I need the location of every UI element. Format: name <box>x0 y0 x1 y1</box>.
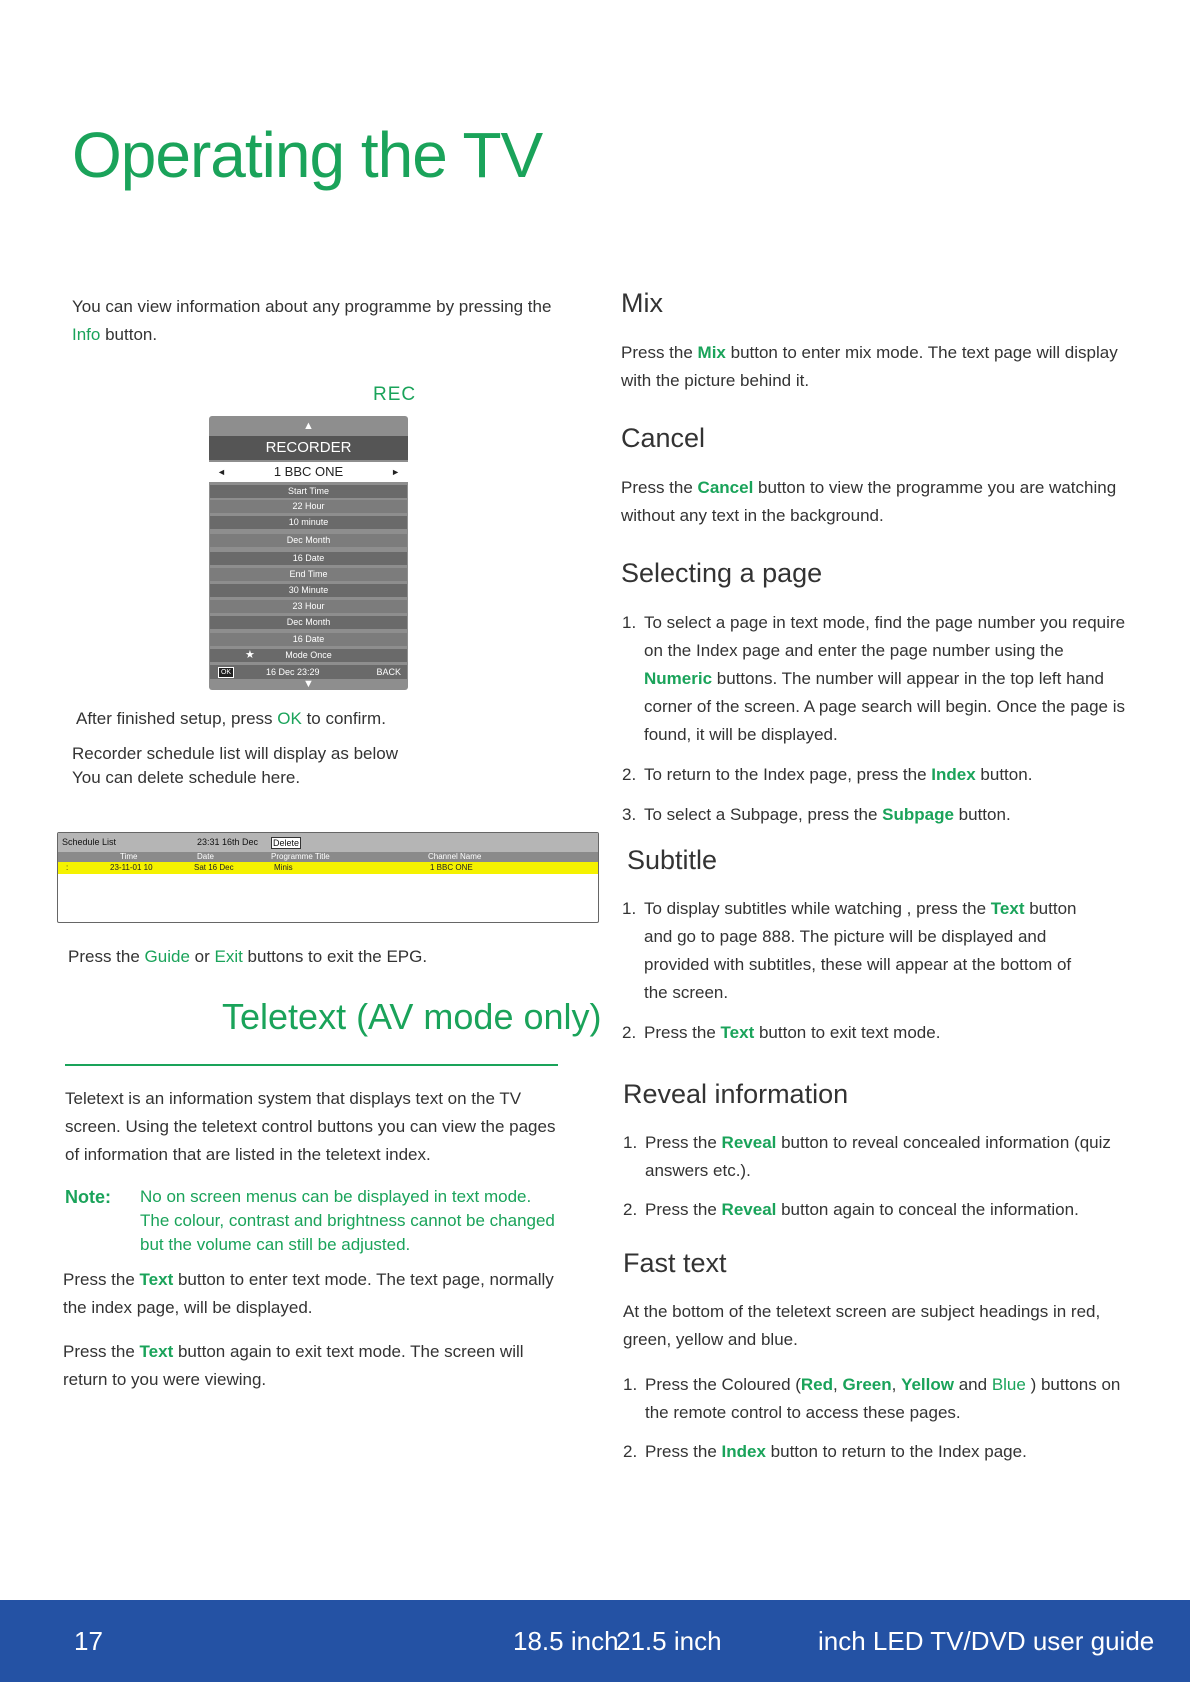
enter-text-mode: Press the Text button to enter text mode. The text page, normally the index page, will be displayed. <box>63 1270 554 1317</box>
osd-row: Dec Month <box>210 616 407 629</box>
down-arrow-icon: ▼ <box>303 678 314 690</box>
schedule-list-title: Schedule List <box>62 837 117 847</box>
channel-name: 1 BBC ONE <box>273 464 344 479</box>
fast-text-intro: At the bottom of the teletext screen are subject headings in red, green, yellow and blue. <box>623 1302 1101 1349</box>
delete-button[interactable]: Delete <box>273 838 300 848</box>
column-header: Channel Name <box>428 852 482 861</box>
up-arrow-icon: ▲ <box>303 420 314 432</box>
reveal-heading: Reveal information <box>623 1079 849 1109</box>
channel-selector <box>209 462 408 482</box>
list-item: 1. To select a page in text mode, find the page number you require on the Index page and enter the page number using the Numeric buttons. The number will appear in the top left hand corner of the screen. A page search will begin. Once the page is found, it will be displayed. <box>622 613 1126 744</box>
screen-size-b: 21.5 inch <box>616 1626 722 1656</box>
select-page-heading: Selecting a page <box>621 558 823 588</box>
star-icon: ★ <box>245 649 255 661</box>
schedule-clock: 23:31 16th Dec <box>197 837 259 847</box>
schedule-list <box>57 832 599 923</box>
list-item: 2. To return to the Index page, press the Index button. <box>622 765 1033 784</box>
mix-text: Press the Mix button to enter mix mode. The text page will display with the picture behind it. <box>621 343 1118 390</box>
list-item: 2. Press the Text button to exit text mode. <box>622 1023 941 1042</box>
list-item: 1. Press the Coloured (Red, Green, Yellow and Blue ) buttons on the remote control to access these pages. <box>623 1375 1121 1422</box>
guide-title: inch LED TV/DVD user guide <box>818 1626 1155 1656</box>
list-item: 3. To select a Subpage, press the Subpage button. <box>622 805 1011 824</box>
list-item: 2. Press the Reveal button again to conceal the information. <box>623 1200 1079 1219</box>
osd-row: Start Time <box>210 485 407 498</box>
schedule-list-header <box>58 833 598 852</box>
recorder-osd <box>209 416 408 690</box>
osd-row: 30 Minute <box>210 584 407 597</box>
back-label: BACK <box>376 667 401 677</box>
osd-row: 23 Hour <box>210 600 407 613</box>
cancel-text: Press the Cancel button to view the programme you are watching without any text in the background. <box>621 478 1117 525</box>
left-arrow-icon: ◄ <box>217 467 226 477</box>
list-item: 1. To display subtitles while watching , press the Text button and go to page 888. The picture will be displayed and provided with subtitles, these will appear at the bottom of the screen. <box>622 899 1077 1002</box>
page-number: 17 <box>74 1626 103 1656</box>
fast-text-heading: Fast text <box>623 1248 727 1278</box>
schedule-line-1: Recorder schedule list will display as below <box>72 744 398 763</box>
note-label: Note: <box>65 1187 111 1207</box>
rec-label: REC <box>373 384 417 405</box>
recorder-header: RECORDER <box>209 436 408 460</box>
osd-row: ★ Mode Once <box>210 649 407 662</box>
section-divider <box>65 1064 558 1066</box>
osd-row: Dec Month <box>210 534 407 547</box>
mix-heading: Mix <box>621 288 663 318</box>
screen-size-a: 18.5 inch <box>513 1626 619 1656</box>
info-key: Info <box>72 325 101 344</box>
osd-row: 10 minute <box>210 516 407 529</box>
schedule-column-headers <box>58 852 598 862</box>
confirm-text: After finished setup, press OK to confirm. <box>76 709 386 728</box>
schedule-line-2: You can delete schedule here. <box>72 768 301 787</box>
epg-exit-text: Press the Guide or Exit buttons to exit the EPG. <box>68 947 428 966</box>
osd-datetime: 16 Dec 23:29 <box>266 667 320 677</box>
exit-text-mode: Press the Text button again to exit text mode. The screen will return to you were viewing. <box>63 1342 524 1389</box>
column-header: Time <box>120 852 138 861</box>
list-item: 1. Press the Reveal button to reveal concealed information (quiz answers etc.). <box>623 1133 1111 1180</box>
column-header: Programme Title <box>271 852 330 861</box>
page-title: Operating the TV <box>72 119 543 191</box>
table-row[interactable]: : 23-11-01 10 Sat 16 Dec Minis 1 BBC ONE <box>58 862 598 874</box>
list-item: 2. Press the Index button to return to the Index page. <box>623 1442 1027 1461</box>
osd-row: 22 Hour <box>210 500 407 513</box>
cancel-heading: Cancel <box>621 423 706 453</box>
ok-button-icon: OK <box>218 667 234 678</box>
osd-row: 16 Date <box>210 552 407 565</box>
info-intro: You can view information about any programme by pressing the Info button. <box>72 297 552 344</box>
teletext-intro: Teletext is an information system that displays text on the TV screen. Using the teletext control buttons you can view the pages of information that are listed in the teletext index. <box>65 1089 556 1164</box>
subtitle-heading: Subtitle <box>627 845 718 875</box>
page-footer <box>0 1600 1190 1682</box>
column-header: Date <box>197 852 214 861</box>
note-text: No on screen menus can be displayed in text mode. The colour, contrast and brightness cannot be changed but the volume can still be adjusted. <box>140 1187 555 1254</box>
osd-row: 16 Date <box>210 633 407 646</box>
right-arrow-icon: ► <box>391 467 400 477</box>
teletext-title: Teletext (AV mode only) <box>222 996 602 1037</box>
osd-row: End Time <box>210 568 407 581</box>
